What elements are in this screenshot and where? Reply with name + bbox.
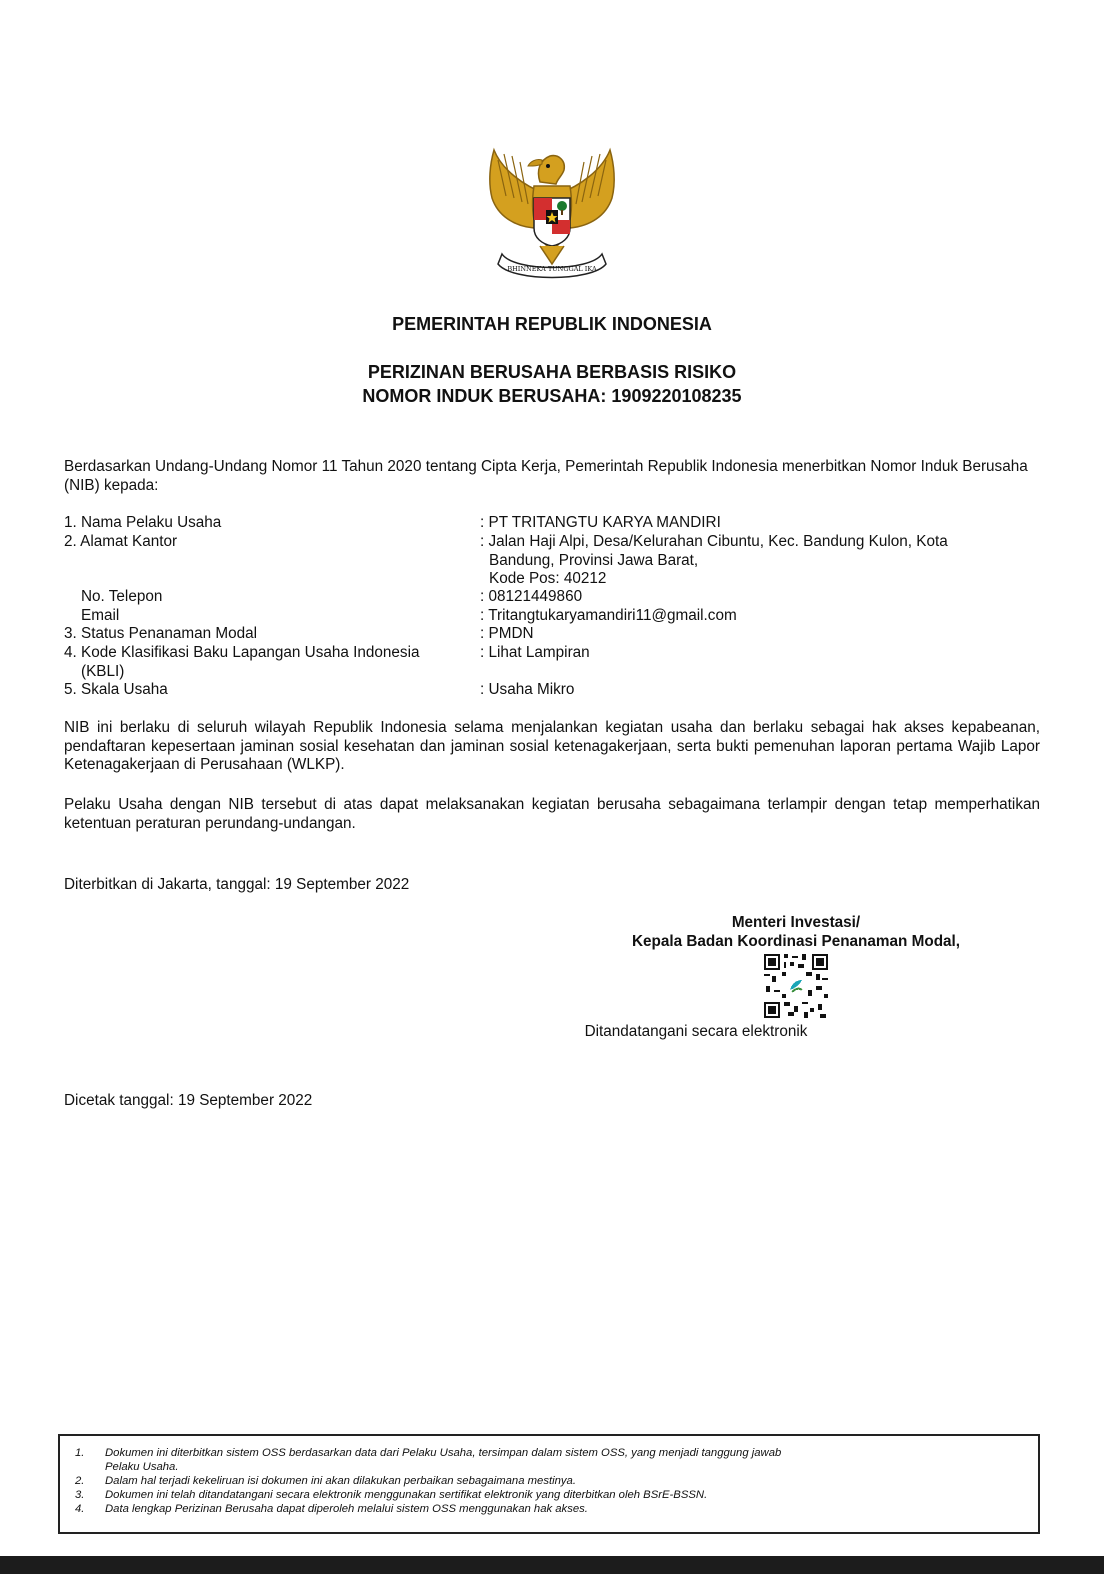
address-line: Bandung, Provinsi Jawa Barat, bbox=[489, 551, 699, 569]
field-label: No. Telepon bbox=[81, 588, 163, 605]
e-signature-note: Ditandatangani secara elektronik bbox=[584, 1023, 808, 1040]
note-number: 2. bbox=[75, 1475, 85, 1487]
address-line: : Jalan Haji Alpi, Desa/Kelurahan Cibuntu, Kec. Bandung Kulon, Kota bbox=[480, 533, 948, 550]
printed-line: Dicetak tanggal: 19 September 2022 bbox=[64, 1092, 313, 1109]
field-label: Email bbox=[81, 607, 120, 624]
validity-paragraph: NIB ini berlaku di seluruh wilayah Republik Indonesia selama menjalankan kegiatan usaha dan berlaku sebagai hak akses kepabeanan, pendaftaran kepesertaan jaminan sosial kesehatan dan jaminan sosial ketenagakerjaan, serta bukti pemenuhan laporan pertama Wajib Lapor Ketenagakerjaan di Perusahaan (WLKP). bbox=[64, 719, 1040, 773]
garuda-emblem-icon bbox=[484, 142, 620, 284]
footer-note bbox=[70, 1488, 1028, 1502]
intro-paragraph: Berdasarkan Undang-Undang Nomor 11 Tahun 2020 tentang Cipta Kerja, Pemerintah Republik Indonesia menerbitkan Nomor Induk Berusaha (NIB) kepada: bbox=[64, 458, 1028, 494]
footer-note bbox=[70, 1502, 1028, 1516]
field-value: : Lihat Lampiran bbox=[480, 644, 590, 661]
field-label: 5. Skala Usaha bbox=[64, 681, 168, 698]
field-value: : PT TRITANGTU KARYA MANDIRI bbox=[480, 514, 721, 531]
note-text bbox=[105, 1446, 781, 1474]
note-number: 4. bbox=[75, 1503, 85, 1515]
note-number: 3. bbox=[75, 1489, 85, 1501]
field-label bbox=[64, 644, 464, 681]
field-label-line: 4. Kode Klasifikasi Baku Lapangan Usaha Indonesia bbox=[64, 644, 420, 661]
nib-number: NOMOR INDUK BERUSAHA: 1909220108235 bbox=[362, 386, 742, 406]
note-text: Dokumen ini telah ditandatangani secara elektronik menggunakan sertifikat elektronik yang diterbitkan oleh BSrE-BSSN. bbox=[105, 1489, 708, 1501]
government-title: PEMERINTAH REPUBLIK INDONESIA bbox=[392, 314, 712, 334]
note-number: 1. bbox=[75, 1447, 85, 1459]
footer-note bbox=[70, 1446, 1028, 1474]
field-label: 3. Status Penanaman Modal bbox=[64, 625, 258, 642]
bottom-edge-bar bbox=[0, 1556, 1104, 1574]
svg-text:BHINNEKA TUNGGAL IKA: BHINNEKA TUNGGAL IKA bbox=[507, 265, 597, 273]
permit-title: PERIZINAN BERUSAHA BERBASIS RISIKO bbox=[367, 362, 737, 382]
note-text-line: Pelaku Usaha. bbox=[105, 1461, 179, 1473]
field-label: 2. Alamat Kantor bbox=[64, 533, 178, 550]
field-value bbox=[480, 533, 1020, 589]
footer-note bbox=[70, 1474, 1028, 1488]
footer-notes-box bbox=[58, 1434, 1040, 1534]
field-label-line: (KBLI) bbox=[81, 662, 125, 680]
note-text: Dalam hal terjadi kekeliruan isi dokumen ini akan dilakukan perbaikan sebagaimana mestinya. bbox=[105, 1475, 576, 1487]
field-value: : Tritangtukaryamandiri11@gmail.com bbox=[480, 607, 737, 624]
field-value: : PMDN bbox=[480, 625, 534, 642]
field-value: : 08121449860 bbox=[480, 588, 583, 605]
note-text: Data lengkap Perizinan Berusaha dapat diperoleh melalui sistem OSS menggunakan hak akses. bbox=[105, 1503, 588, 1515]
address-line: Kode Pos: 40212 bbox=[489, 570, 607, 587]
activity-paragraph: Pelaku Usaha dengan NIB tersebut di atas dapat melaksanakan kegiatan berusaha sebagaimana terlampir dengan tetap memperhatikan ketentuan peraturan perundang-undangan. bbox=[64, 796, 1040, 832]
signatory-title-2: Kepala Badan Koordinasi Penanaman Modal, bbox=[631, 933, 961, 950]
field-value: : Usaha Mikro bbox=[480, 681, 575, 698]
qr-code-icon bbox=[764, 954, 828, 1018]
signatory-title-1: Menteri Investasi/ bbox=[731, 914, 861, 931]
issued-line: Diterbitkan di Jakarta, tanggal: 19 September 2022 bbox=[64, 876, 410, 893]
field-label: 1. Nama Pelaku Usaha bbox=[64, 514, 222, 531]
note-text-line: Dokumen ini diterbitkan sistem OSS berdasarkan data dari Pelaku Usaha, tersimpan dalam sistem OSS, yang menjadi tanggung jawab bbox=[105, 1447, 782, 1459]
